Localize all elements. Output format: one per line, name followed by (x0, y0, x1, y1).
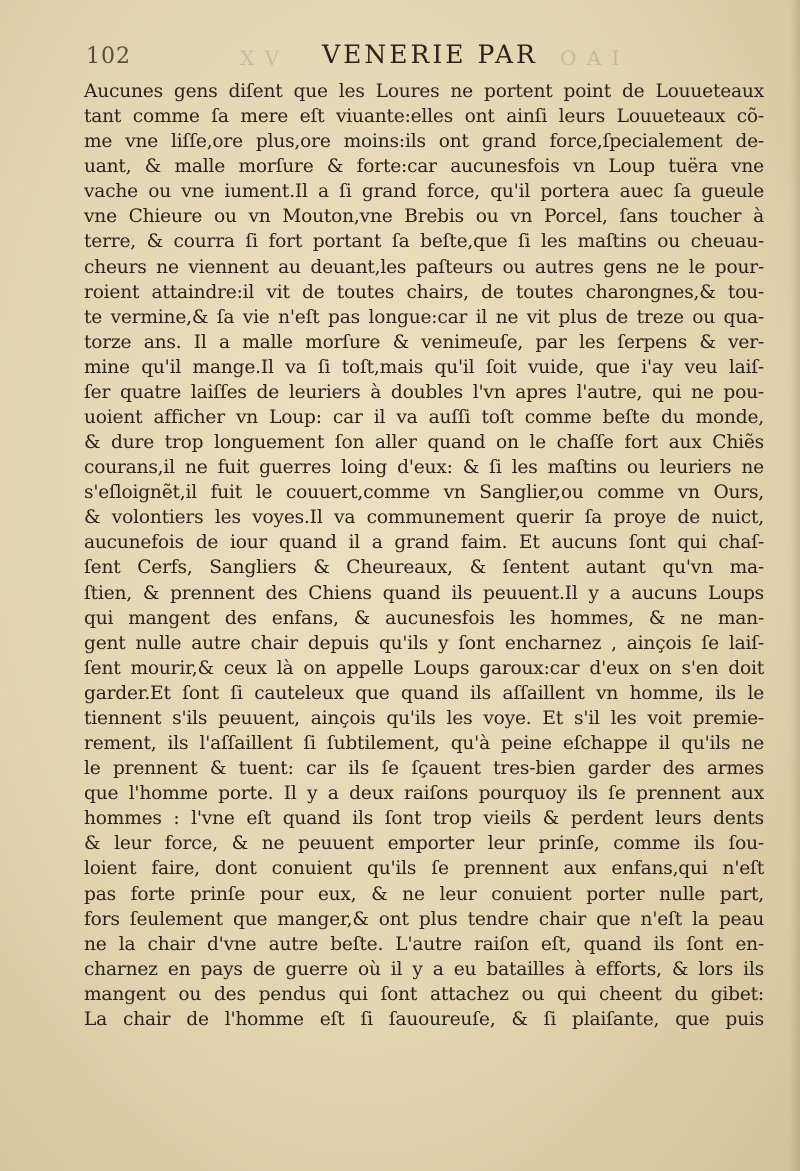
text-line: me vne liſſe,ore plus,ore moins:ils ont grand force,ſpecialement de- (84, 131, 764, 153)
running-head-title: VENERIE PAR (322, 40, 538, 69)
text-line: & dure trop longuement ſon aller quand on le chaſſe fort aux Chiẽs (84, 432, 764, 454)
text-line: & leur force, & ne peuuent emporter leur prinſe, comme ils ſou- (84, 833, 764, 855)
text-line: qui mangent des enfans, & aucunesfois les hommes, & ne man- (84, 607, 764, 629)
text-line: uoient afficher vn Loup: car il va auſſi toſt comme beſte du monde, (84, 407, 764, 429)
body-text (84, 79, 764, 1032)
text-line: garder.Et ſont ſi cauteleux que quand ils aſſaillent vn homme, ils le (84, 682, 764, 704)
text-line: hommes : l'vne eſt quand ils ſont trop vieils & perdent leurs dents (84, 808, 764, 830)
text-line: fors ſeulement que manger,& ont plus tendre chair que n'eſt la peau (84, 908, 764, 930)
text-line: que l'homme porte. Il y a deux raiſons pourquoy ils ſe prennent aux (84, 783, 764, 805)
text-line: cheurs ne viennent au deuant,les paſteurs ou autres gens ne le pour- (84, 256, 764, 278)
text-line: rement, ils l'aſſaillent ſi ſubtilement, qu'à peine eſchappe il qu'ils ne (84, 733, 764, 755)
text-line: Aucunes gens diſent que les Loures ne portent point de Louueteaux (84, 81, 764, 102)
text-line: ne la chair d'vne autre beſte. L'autre raiſon eſt, quand ils ſont en- (84, 933, 764, 955)
text-line: pas forte prinſe pour eux, & ne leur conuient porter nulle part, (84, 883, 764, 905)
text-line: mangent ou des pendus qui ſont attachez ou qui cheent du gibet: (84, 983, 764, 1005)
text-line: s'eſloignẽt,il fuit le couuert,comme vn Sanglier,ou comme vn Ours, (84, 482, 764, 504)
text-line: ſent Cerfs, Sangliers & Cheureaux, & ſentent autant qu'vn ma- (84, 557, 764, 579)
text-line: te vermine,& ſa vie n'eſt pas longue:car il ne vit plus de treze ou qua- (84, 306, 764, 328)
text-line: tiennent s'ils peuuent, ainçois qu'ils les voye. Et s'il les voit premie- (84, 707, 764, 729)
text-line: terre, & courra ſi fort portant ſa beſte,que ſi les maſtins ou cheuau- (84, 231, 764, 253)
text-line: vne Chieure ou vn Mouton,vne Brebis ou vn Porcel, ſans toucher à (84, 206, 764, 228)
show-through-text-left: X V (240, 46, 282, 70)
text-line: ſtien, & prennent des Chiens quand ils peuuent.Il y a aucuns Loups (84, 582, 764, 604)
text-line: roient attaindre:il vit de toutes chairs, de toutes charongnes,& tou- (84, 281, 764, 303)
text-line: uant, & malle morſure & forte:car aucunesfois vn Loup tuëra vne (84, 156, 764, 178)
text-line: ſer quatre laiſſes de leuriers à doubles l'vn apres l'autre, qui ne pou- (84, 381, 764, 403)
text-line: gent nulle autre chair depuis qu'ils y ſont encharnez , ainçois ſe laiſ- (84, 632, 764, 654)
text-line: le prennent & tuent: car ils ſe ſçauent tres-bien garder des armes (84, 758, 764, 780)
page-number: 102 (86, 44, 131, 69)
text-line: La chair de l'homme eſt ſi ſauoureuſe, & ſi plaiſante, que puis (84, 1008, 764, 1030)
text-line: tant comme ſa mere eſt viuante:elles ont ainſi leurs Louueteaux cõ- (84, 106, 764, 128)
text-line: & volontiers les voyes.Il va communement querir ſa proye de nuict, (84, 507, 764, 529)
text-line: courans,il ne fuit guerres loing d'eux: & ſi les maſtins ou leuriers ne (84, 457, 764, 479)
text-line: aucunefois de iour quand il a grand faim. Et aucuns ſont qui chaſ- (84, 532, 764, 554)
text-line: torze ans. Il a malle morſure & venimeuſe, par les ſerpens & ver- (84, 331, 764, 353)
show-through-text-right: O A I (560, 46, 622, 70)
text-line: vache ou vne iument.Il a ſi grand force, qu'il portera auec ſa gueule (84, 181, 764, 203)
running-head (86, 40, 770, 74)
text-line: charnez en pays de guerre où il y a eu batailles à efforts, & lors ils (84, 958, 764, 980)
text-line: mine qu'il mange.Il va ſi toſt,mais qu'il ſoit vuide, que i'ay veu laiſ- (84, 356, 764, 378)
text-line: loient faire, dont conuient qu'ils ſe prennent aux enfans,qui n'eſt (84, 858, 764, 880)
text-line: ſent mourir,& ceux là on appelle Loups garoux:car d'eux on s'en doit (84, 657, 764, 679)
